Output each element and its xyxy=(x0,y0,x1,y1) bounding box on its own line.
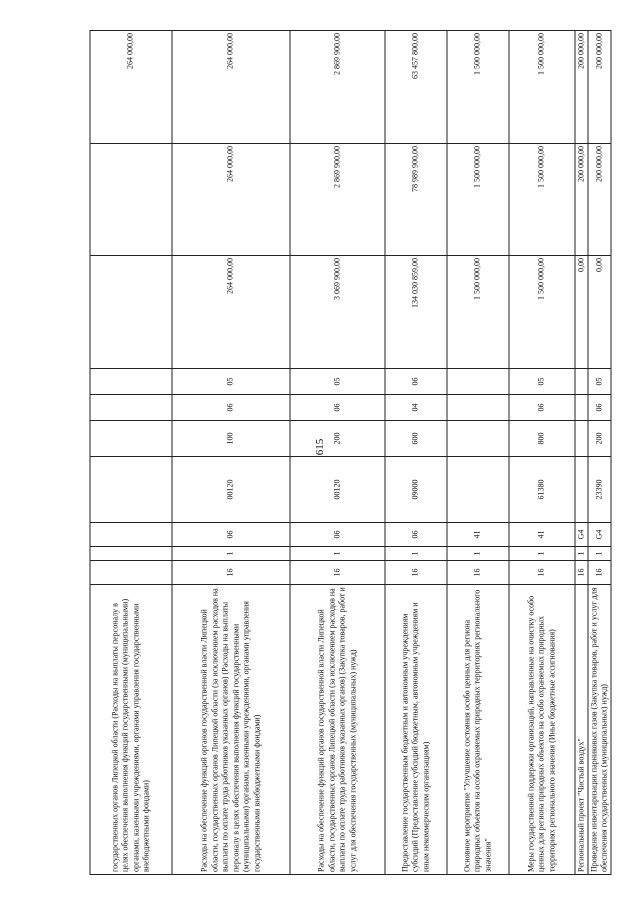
code-subprogram: 1 xyxy=(575,546,588,560)
amount-year-1: 264 000,00 xyxy=(172,255,290,368)
code-subsection: 06 xyxy=(385,368,447,394)
row-description: Расходы на обеспечение функций органов государственной власти Липецкой области, государственных органов Липецкой области (за исключением расходов на выплаты по оплате труда работников указанных органов) (Закупка товаров, работ и услуг для обеспечения государственных (муниципальных) нужд) xyxy=(290,584,385,874)
amount-year-1 xyxy=(90,255,172,368)
code-direction xyxy=(447,456,509,522)
code-expense-type xyxy=(90,420,172,456)
code-event: 06 xyxy=(290,522,385,546)
code-gp: 16 xyxy=(290,560,385,584)
code-subprogram: 1 xyxy=(290,546,385,560)
amount-year-2: 2 869 900,00 xyxy=(290,143,385,255)
row-description: Проведение инвентаризации парниковых газов (Закупка товаров, работ и услуг для обеспечения государственных (муниципальных) нужд) xyxy=(588,584,611,874)
table-row xyxy=(447,30,509,874)
amount-year-3: 1 500 000,00 xyxy=(509,30,575,143)
amount-year-3: 2 869 900,00 xyxy=(290,30,385,143)
row-description: Расходы на обеспечение функций органов государственной власти Липецкой области, государственных органов Липецкой области (за исключением расходов на выплаты по оплате труда работников указанных органов) (Расходы на выплаты персоналу в целях обеспечения выполнения функций государственными (муниципальными) органами, казенными учреждениями, органами управления государственными внебюджетными фондами) xyxy=(172,584,290,874)
code-expense-type: 600 xyxy=(385,420,447,456)
amount-year-3: 200 000,00 xyxy=(575,30,588,143)
code-section: 06 xyxy=(290,394,385,420)
code-expense-type: 800 xyxy=(509,420,575,456)
table-row xyxy=(172,30,290,874)
amount-year-3: 63 457 800,00 xyxy=(385,30,447,143)
amount-year-1: 134 030 859,00 xyxy=(385,255,447,368)
code-subprogram xyxy=(90,546,172,560)
page-number-text: 615 xyxy=(314,438,326,456)
code-event: G4 xyxy=(588,522,611,546)
code-direction: 61380 xyxy=(509,456,575,522)
code-expense-type: 200 xyxy=(290,420,385,456)
code-event xyxy=(90,522,172,546)
code-subprogram: 1 xyxy=(588,546,611,560)
code-subsection: 05 xyxy=(172,368,290,394)
code-gp: 16 xyxy=(172,560,290,584)
code-gp: 16 xyxy=(385,560,447,584)
code-subsection: 05 xyxy=(290,368,385,394)
code-gp: 16 xyxy=(509,560,575,584)
code-direction xyxy=(575,456,588,522)
code-direction xyxy=(90,456,172,522)
code-section: 06 xyxy=(172,394,290,420)
code-event: 41 xyxy=(509,522,575,546)
code-section: 04 xyxy=(385,394,447,420)
table-row xyxy=(588,30,611,874)
amount-year-1: 1 500 000,00 xyxy=(509,255,575,368)
row-description: государственных органов Липецкой области (Расходы на выплаты персоналу в целях обеспечения выполнения функций государственными (муниципальными) органами, казенными учреждениями, органами управления государственными внебюджетными фондами) xyxy=(90,584,172,874)
code-direction: 23390 xyxy=(588,456,611,522)
code-expense-type xyxy=(575,420,588,456)
code-subsection xyxy=(447,368,509,394)
code-section: 06 xyxy=(509,394,575,420)
amount-year-2 xyxy=(90,143,172,255)
budget-table-grid xyxy=(90,30,612,875)
table-row xyxy=(575,30,588,874)
code-expense-type: 100 xyxy=(172,420,290,456)
row-description: Региональный проект "Чистый воздух" xyxy=(575,584,588,874)
amount-year-1: 3 069 900,00 xyxy=(290,255,385,368)
code-event: 06 xyxy=(172,522,290,546)
code-direction: 09000 xyxy=(385,456,447,522)
code-subprogram: 1 xyxy=(172,546,290,560)
amount-year-2: 200 000,00 xyxy=(575,143,588,255)
table-row xyxy=(290,30,385,874)
row-description: Меры государственной поддержки организаций, направленные на очистку особо ценных для региона природных объектов на особо охраняемых природных территориях регионального значения (Иные бюджетные ассигнования) xyxy=(509,584,575,874)
code-event: G4 xyxy=(575,522,588,546)
amount-year-2: 200 000,00 xyxy=(588,143,611,255)
row-description: Основное мероприятие "Улучшение состояния особо ценных для региона природных объектов на особо охраняемых природных территориях регионального значения" xyxy=(447,584,509,874)
code-subsection xyxy=(90,368,172,394)
code-direction: 00120 xyxy=(172,456,290,522)
code-gp xyxy=(90,560,172,584)
code-event: 41 xyxy=(447,522,509,546)
amount-year-2: 1 500 000,00 xyxy=(447,143,509,255)
table-row xyxy=(509,30,575,874)
code-subprogram: 1 xyxy=(447,546,509,560)
table-row xyxy=(385,30,447,874)
amount-year-3: 264 000,00 xyxy=(172,30,290,143)
code-expense-type: 200 xyxy=(588,420,611,456)
code-event: 06 xyxy=(385,522,447,546)
amount-year-3: 1 500 000,00 xyxy=(447,30,509,143)
code-section xyxy=(575,394,588,420)
code-subsection xyxy=(575,368,588,394)
code-subprogram: 1 xyxy=(509,546,575,560)
amount-year-2: 264 000,00 xyxy=(172,143,290,255)
code-section xyxy=(90,394,172,420)
table-row xyxy=(90,30,172,874)
amount-year-3: 200 000,00 xyxy=(588,30,611,143)
amount-year-1: 1 500 000,00 xyxy=(447,255,509,368)
amount-year-2: 1 500 000,00 xyxy=(509,143,575,255)
amount-year-3: 264 000,00 xyxy=(90,30,172,143)
row-description: Предоставление государственным бюджетным и автономным учреждениям субсидий (Предоставление субсидий бюджетным, автономным учреждениям и иным некоммерческим организациям) xyxy=(385,584,447,874)
code-section: 06 xyxy=(588,394,611,420)
code-subsection: 05 xyxy=(509,368,575,394)
code-gp: 16 xyxy=(575,560,588,584)
amount-year-1: 0,00 xyxy=(575,255,588,368)
code-subprogram: 1 xyxy=(385,546,447,560)
code-direction: 00120 xyxy=(290,456,385,522)
code-gp: 16 xyxy=(447,560,509,584)
code-section xyxy=(447,394,509,420)
code-gp: 16 xyxy=(588,560,611,584)
amount-year-1: 0,00 xyxy=(588,255,611,368)
amount-year-2: 78 989 900,00 xyxy=(385,143,447,255)
code-expense-type xyxy=(447,420,509,456)
code-subsection: 05 xyxy=(588,368,611,394)
